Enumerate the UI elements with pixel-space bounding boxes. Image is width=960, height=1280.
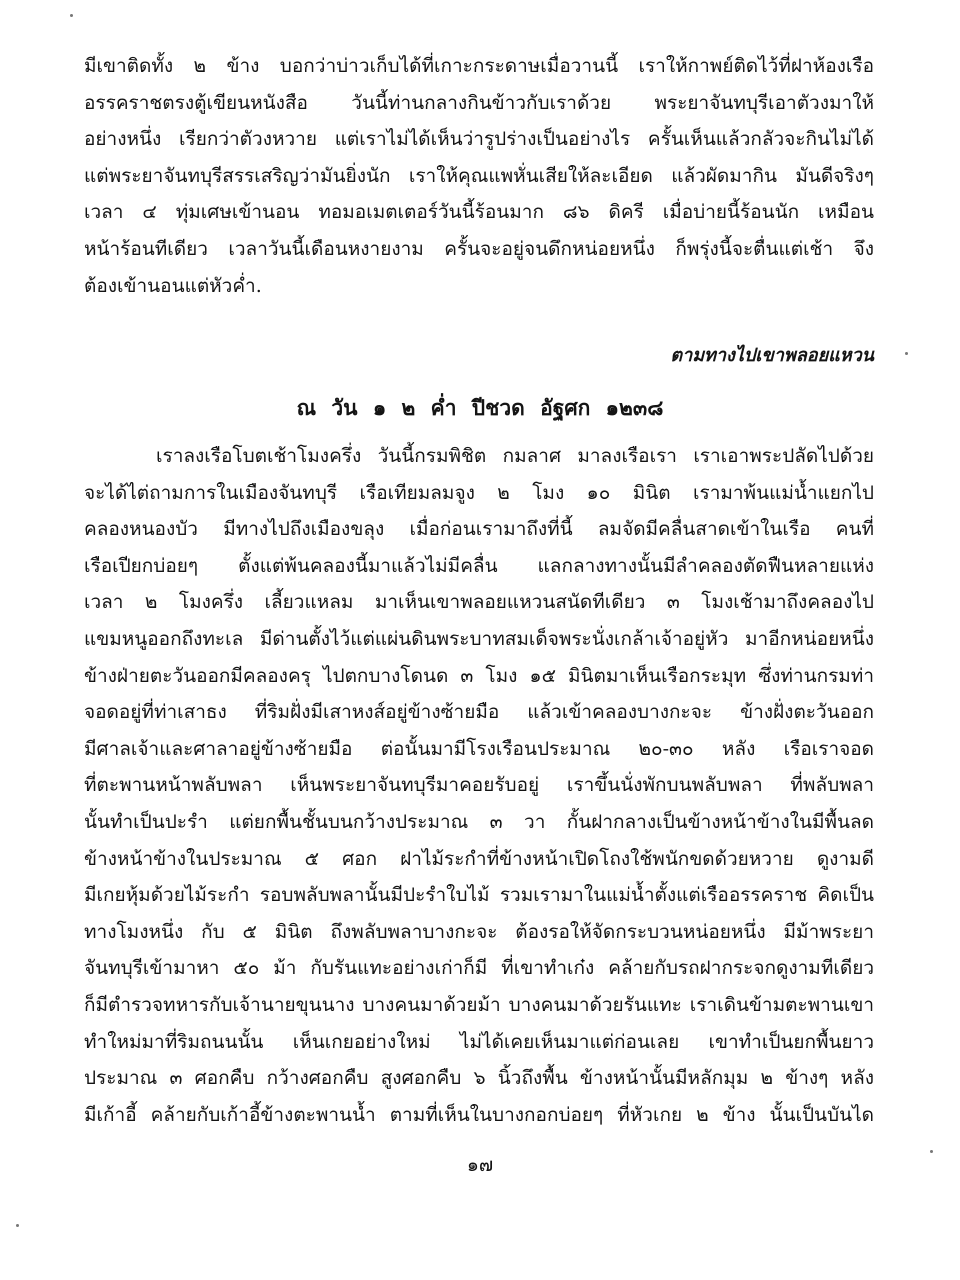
text-line: เวลา ๔ ทุ่มเศษเข้านอน ทอมอเมตเตอร์วันนี้ร้อนมาก ๘๖ ดิครี เมื่อบ่ายนี้ร้อนนัก เหมือน [84, 201, 874, 224]
text-line: ข้างฝ่ายตะวันออกมีคลองครุ ไปตกบางโดนด ๓ โมง ๑๕ มินิตมาเห็นเรือกระมุท ซึ่งท่านกรมท่า [84, 664, 874, 687]
text-line: มีศาลเจ้าและศาลาอยู่ข้างซ้ายมือ ต่อนั้นมามีโรงเรือนประมาณ ๒๐-๓๐ หลัง เรือเราจอด [84, 737, 874, 760]
text-line: เรือเปียกบ่อยๆ ตั้งแต่พ้นคลองนี้มาแล้วไม่มีคลื่น แลกลางทางนั้นมีลำคลองตัดฟืนหลายแห่ง [84, 554, 874, 577]
scan-speck [70, 14, 73, 17]
text-line: มีเกยหุ้มด้วยไม้ระกำ รอบพลับพลานั้นมีปะรำใบไม้ รวมเรามาในแม่น้ำตั้งแต่เรืออรรคราช คิดเป็น [84, 884, 874, 907]
text-line: จะได้ไต่ถามการในเมืองจันทบุรี เรือเทียมลมจูง ๒ โมง ๑๐ มินิต เรามาพ้นแม่น้ำแยกไป [84, 481, 874, 504]
text-line: หน้าร้อนทีเดียว เวลาวันนี้เดือนหงายงาม ครั้นจะอยู่จนดึกหน่อยหนึ่ง ก็พรุ่งนี้จะตื่นแต่เช้า จึง [84, 237, 874, 260]
text-line: แต่พระยาจันทบุรีสรรเสริญว่ามันยิ่งนัก เราให้คุณแพหั่นเสียให้ละเอียด แล้วผัดมากิน มันดีจริงๆ [84, 164, 874, 187]
text-line: นั้นทำเป็นปะรำ แต่ยกพื้นชั้นบนกว้างประมาณ ๓ วา กั้นฝากลางเป็นข้างหน้าข้างในมีพื้นลด [84, 810, 874, 833]
paragraph-continuation [84, 48, 874, 304]
scan-speck [930, 1150, 933, 1153]
text-line: มีเก้าอี้ คล้ายกับเก้าอี้ข้างตะพานน้ำ ตามที่เห็นในบางกอกบ่อยๆ ที่หัวเกย ๒ ข้าง นั้นเป็นบันได [84, 1103, 874, 1126]
page-number: ๑๗ [466, 1154, 494, 1176]
text-line: ข้างหน้าข้างในประมาณ ๕ ศอก ฝาไม้ระกำที่ข้างหน้าเปิดโถงใช้พนักขดด้วยหวาย ดูงามดี [84, 847, 874, 870]
text-line: อรรคราชตรงตู้เขียนหนังสือ วันนี้ท่านกลางกินข้าวกับเราด้วย พระยาจันทบุรีเอาตัวงมาให้ [84, 91, 874, 114]
text-line: เราลงเรือโบตเช้าโมงครึ่ง วันนี้กรมพิชิต กมลาศ มาลงเรือเรา เราเอาพระปลัดไปด้วย [156, 445, 874, 467]
text-line: อย่างหนึ่ง เรียกว่าตัวงหวาย แต่เราไม่ได้เห็นว่ารูปร่างเป็นอย่างไร ครั้นเห็นแล้วกลัวจะกินไม่ได้ [84, 128, 874, 151]
paragraph-main [84, 438, 874, 1133]
text-line: ที่ตะพานหน้าพลับพลา เห็นพระยาจันทบุรีมาคอยรับอยู่ เราขึ้นนั่งพักบนพลับพลา ที่พลับพลา [84, 774, 874, 797]
text-line: จันทบุรีเข้ามาหา ๕๐ ม้า กับรันแทะอย่างเก่าก็มี ที่เขาทำเก๋ง คล้ายกับรถฝากระจกดูงามทีเดียว [84, 957, 874, 980]
text-line: ทำใหม่มาที่ริมถนนนั้น เห็นเกยอย่างใหม่ ไม่ได้เคยเห็นมาแต่ก่อนเลย เขาทำเป็นยกพื้นยาว [84, 1030, 874, 1053]
text-line: มีเขาติดทั้ง ๒ ข้าง บอกว่าบ่าวเก็บได้ที่เกาะกระดาษเมื่อวานนี้ เราให้กาพย์ติดไว้ที่ฝาห้องเรือ [84, 55, 874, 77]
text-line: คลองหนองบัว มีทางไปถึงเมืองขลุง เมื่อก่อนเรามาถึงที่นี้ ลมจัดมีคลื่นสาดเข้าในเรือ คนที่ [84, 518, 874, 541]
text-line: ต้องเข้านอนแต่หัวค่ำ. [84, 274, 262, 297]
scan-speck [16, 1224, 19, 1227]
section-heading: ตามทางไปเขาพลอยแหวน [670, 345, 874, 366]
text-line: ประมาณ ๓ ศอกคืบ กว้างศอกคืบ สูงศอกคืบ ๖ นิ้วถึงพื้น ข้างหน้านั้นมีหลักมุม ๒ ข้างๆ หลัง [84, 1067, 874, 1090]
text-line: ก็มีตำรวจทหารกับเจ้านายขุนนาง บางคนมาด้วยม้า บางคนมาด้วยรันแทะ เราเดินข้ามตะพานเขา [84, 993, 874, 1016]
text-line: ทางโมงหนึ่ง กับ ๕ มินิต ถึงพลับพลาบางกะจะ ต้องรอให้จัดกระบวนหน่อยหนึ่ง มีม้าพระยา [84, 920, 874, 943]
text-line: จอดอยู่ที่ท่าเสาธง ที่ริมฝั่งมีเสาหงส์อยู่ข้างซ้ายมือ แล้วเข้าคลองบางกะจะ ข้างฝั่งตะวันออก [84, 701, 874, 724]
scan-speck [905, 352, 908, 355]
date-heading: ณ วัน ๑ ๒ ค่ำ ปีชวด อัฐศก ๑๒๓๘ [296, 395, 664, 420]
text-line: เวลา ๒ โมงครึ่ง เลี้ยวแหลม มาเห็นเขาพลอยแหวนสนัดทีเดียว ๓ โมงเช้ามาถึงคลองไป [84, 591, 874, 614]
text-line: แขมหนูออกถึงทะเล มีด่านตั้งไว้แต่แผ่นดินพระบาทสมเด็จพระนั่งเกล้าเจ้าอยู่หัว มาอีกหน่อยหนึ่ง [84, 627, 874, 650]
